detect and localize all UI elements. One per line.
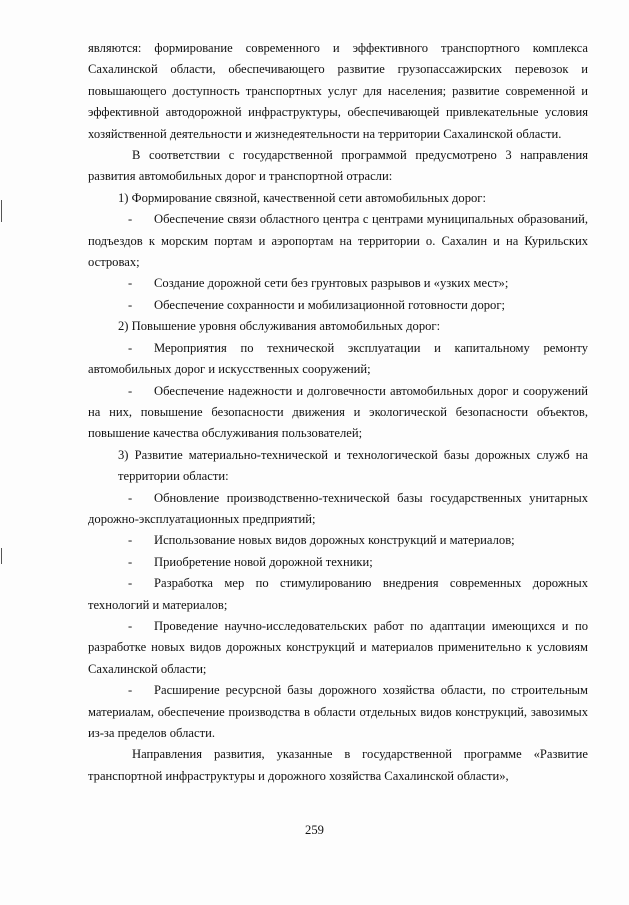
page-number: 259 bbox=[305, 823, 324, 837]
list-item bbox=[88, 680, 588, 744]
dash-bullet: - bbox=[128, 340, 133, 355]
dash-bullet: - bbox=[128, 276, 133, 291]
scan-artifact-line bbox=[1, 200, 2, 222]
direction-heading bbox=[88, 445, 588, 488]
dash-bullet: - bbox=[128, 554, 133, 569]
dash-bullet: - bbox=[128, 490, 133, 505]
direction-heading bbox=[88, 316, 588, 337]
document-body bbox=[88, 38, 588, 787]
dash-bullet: - bbox=[128, 533, 133, 548]
dash-bullet: - bbox=[128, 212, 133, 227]
list-item-text: Приобретение новой дорожной техники; bbox=[154, 554, 373, 569]
dash-bullet: - bbox=[128, 618, 133, 633]
list-item-text: Обеспечение связи областного центра с центрами муниципальных образований, подъездов к морским портам и аэропортам на территории о. Сахалин и на Курильских островах; bbox=[88, 212, 588, 270]
list-item-text: Расширение ресурсной базы дорожного хозяйства области, по строительным материалам, обеспечение производства в области отдельных видов конструкций, завозимых из-за пределов области. bbox=[88, 683, 588, 740]
scan-artifact-line bbox=[1, 548, 2, 564]
list-item bbox=[88, 616, 588, 680]
list-item-text: Обновление производственно-технической базы государственных унитарных дорожно-эксплуатационных предприятий; bbox=[88, 490, 588, 526]
list-item-text: Обеспечение надежности и долговечности автомобильных дорог и сооружений на них, повышение безопасности движения и экологической безопасности объектов, повышение качества обслуживания пользователей; bbox=[88, 383, 588, 441]
list-item bbox=[88, 530, 588, 551]
intro-paragraph: являются: формирование современного и эффективного транспортного комплекса Сахалинской области, обеспечивающего развитие грузопассажирских перевозок и повышающего доступность транспортных услуг для населения; развитие современной и эффективной автодорожной инфраструктуры, обеспечивающей привлекательные условия хозяйственной деятельности и жизнедеятельности на территории Сахалинской области. bbox=[88, 41, 588, 141]
direction-number: 2) bbox=[118, 319, 129, 334]
list-item bbox=[88, 552, 588, 573]
list-item bbox=[88, 488, 588, 531]
direction-title: Развитие материально-технической и технологической базы дорожных служб на территории области: bbox=[118, 447, 588, 484]
direction-number: 3) bbox=[118, 447, 129, 462]
dash-bullet: - bbox=[128, 576, 133, 591]
direction-title: Формирование связной, качественной сети автомобильных дорог: bbox=[131, 190, 486, 205]
list-item-text: Обеспечение сохранности и мобилизационной готовности дорог; bbox=[154, 297, 506, 312]
direction-heading bbox=[88, 188, 588, 209]
list-item-text: Разработка мер по стимулированию внедрения современных дорожных технологий и материалов; bbox=[88, 576, 588, 612]
direction-number: 1) bbox=[118, 190, 129, 205]
list-item-text: Создание дорожной сети без грунтовых разрывов и «узких мест»; bbox=[154, 276, 509, 291]
dash-bullet: - bbox=[128, 383, 133, 398]
list-item bbox=[88, 295, 588, 316]
direction-title: Повышение уровня обслуживания автомобильных дорог: bbox=[131, 319, 441, 334]
list-item bbox=[88, 381, 588, 445]
list-item bbox=[88, 338, 588, 381]
closing-paragraph: Направления развития, указанные в государственной программе «Развитие транспортной инфраструктуры и дорожного хозяйства Сахалинской области», bbox=[88, 747, 588, 783]
list-item-text: Проведение научно-исследовательских работ по адаптации имеющихся и по разработке новых видов дорожных конструкций и материалов применительно к условиям Сахалинской области; bbox=[88, 618, 588, 676]
dash-bullet: - bbox=[128, 297, 133, 312]
list-item bbox=[88, 273, 588, 294]
list-item bbox=[88, 209, 588, 273]
directions-intro-paragraph: В соответствии с государственной программой предусмотрено 3 направления развития автомобильных дорог и транспортной отрасли: bbox=[88, 148, 588, 184]
list-item bbox=[88, 573, 588, 616]
list-item-text: Использование новых видов дорожных конструкций и материалов; bbox=[154, 533, 515, 548]
list-item-text: Мероприятия по технической эксплуатации и капитальному ремонту автомобильных дорог и искусственных сооружений; bbox=[88, 340, 588, 377]
dash-bullet: - bbox=[128, 683, 133, 698]
